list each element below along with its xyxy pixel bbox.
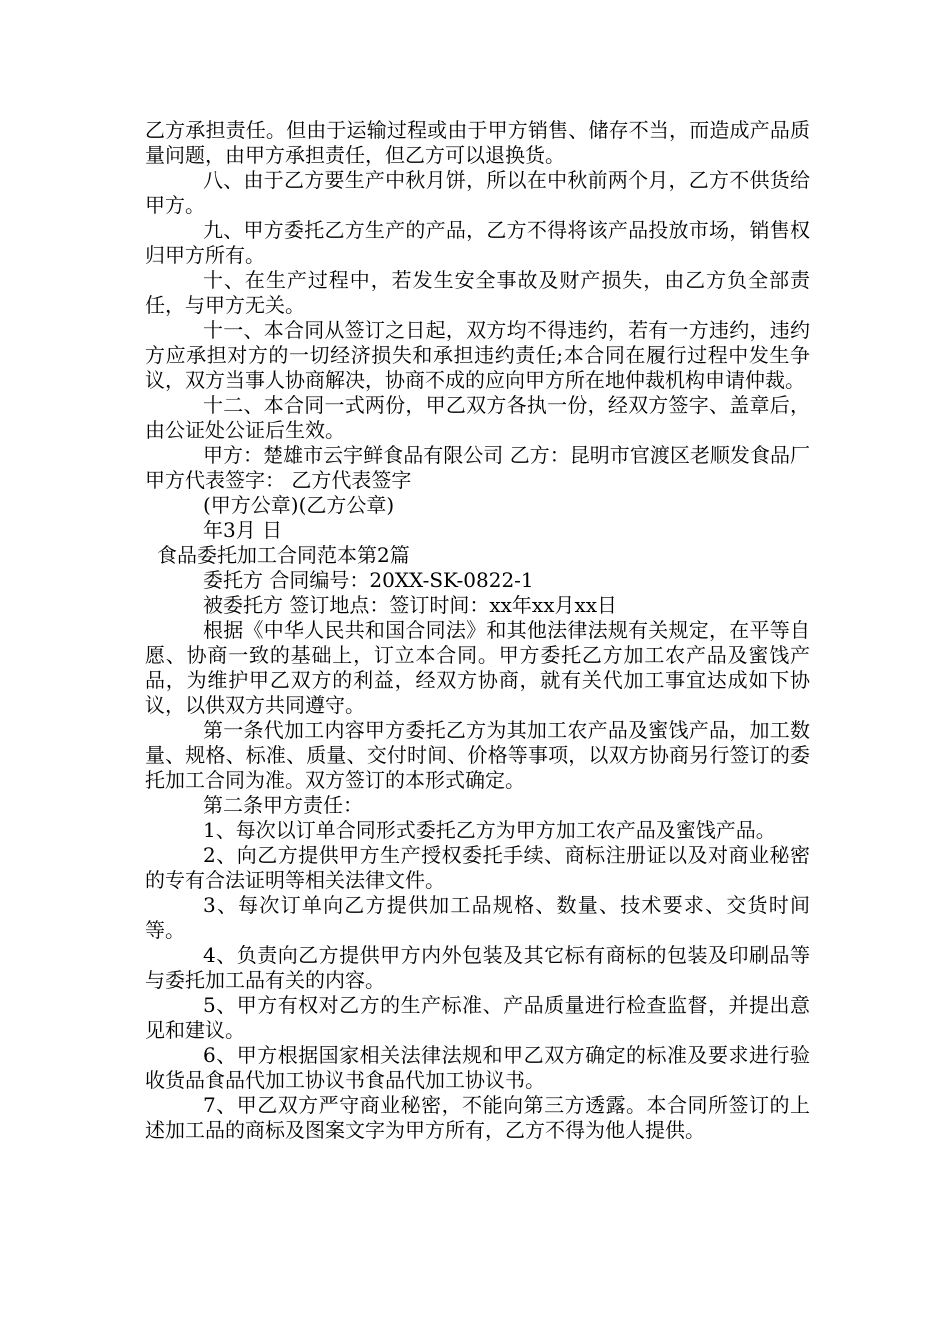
paragraph-item-1: 1、每次以订单合同形式委托乙方为甲方加工农产品及蜜饯产品。	[203, 818, 776, 842]
paragraph-signing-info: 被委托方 签订地点：签订时间：xx年xx月xx日	[203, 593, 618, 617]
paragraph-date: 年3月 日	[203, 518, 283, 542]
paragraph-clause-12: 十二、本合同一式两份，甲乙双方各执一份，经双方签字、盖章后，由公证处公证后生效。	[145, 393, 810, 442]
paragraph-article-2-title: 第二条甲方责任：	[203, 793, 363, 817]
paragraph-item-6: 6、甲方根据国家相关法律法规和甲乙双方确定的标准及要求进行验收货品食品代加工协议书食品代加工协议书。	[145, 1043, 810, 1092]
paragraph-item-7: 7、甲乙双方严守商业秘密，不能向第三方透露。本合同所签订的上述加工品的商标及图案文字为甲方所有，乙方不得为他人提供。	[145, 1093, 810, 1142]
document-body	[145, 118, 810, 1143]
paragraph-seals: (甲方公章)(乙方公章)	[203, 493, 395, 517]
paragraph-item-5: 5、甲方有权对乙方的生产标准、产品质量进行检查监督，并提出意见和建议。	[145, 993, 810, 1042]
paragraph-item-2: 2、向乙方提供甲方生产授权委托手续、商标注册证以及对商业秘密的专有合法证明等相关法律文件。	[145, 843, 810, 892]
paragraph-parties-signature: 甲方：楚雄市云宇鲜食品有限公司 乙方：昆明市官渡区老顺发食品厂 甲方代表签字： 乙方代表签字	[145, 443, 810, 492]
paragraph-continuation: 乙方承担责任。但由于运输过程或由于甲方销售、储存不当，而造成产品质量问题，由甲方承担责任，但乙方可以退换货。	[145, 118, 810, 167]
paragraph-article-1: 第一条代加工内容甲方委托乙方为其加工农产品及蜜饯产品，加工数量、规格、标准、质量、交付时间、价格等事项，以双方协商另行签订的委托加工合同为准。双方签订的本形式确定。	[145, 718, 810, 792]
section-heading: 食品委托加工合同范本第2篇	[157, 543, 410, 567]
paragraph-clause-9: 九、甲方委托乙方生产的产品，乙方不得将该产品投放市场，销售权归甲方所有。	[145, 218, 810, 267]
paragraph-item-4: 4、负责向乙方提供甲方内外包装及其它标有商标的包装及印刷品等与委托加工品有关的内容。	[145, 943, 810, 992]
paragraph-clause-8: 八、由于乙方要生产中秋月饼，所以在中秋前两个月，乙方不供货给甲方。	[145, 168, 810, 217]
paragraph-item-3: 3、每次订单向乙方提供加工品规格、数量、技术要求、交货时间等。	[145, 893, 810, 942]
paragraph-clause-11: 十一、本合同从签订之日起，双方均不得违约，若有一方违约，违约方应承担对方的一切经济损失和承担违约责任;本合同在履行过程中发生争议，双方当事人协商解决，协商不成的应向甲方所在地仲裁机构申请仲裁。	[145, 318, 810, 392]
paragraph-contract-number: 委托方 合同编号：20XX-SK-0822-1	[203, 568, 534, 592]
paragraph-clause-10: 十、在生产过程中，若发生安全事故及财产损失，由乙方负全部责任，与甲方无关。	[145, 268, 810, 317]
paragraph-preamble: 根据《中华人民共和国合同法》和其他法律法规有关规定，在平等自愿、协商一致的基础上，订立本合同。甲方委托乙方加工农产品及蜜饯产品，为维护甲乙双方的利益，经双方协商，就有关代加工事宜达成如下协议，以供双方共同遵守。	[145, 618, 810, 717]
